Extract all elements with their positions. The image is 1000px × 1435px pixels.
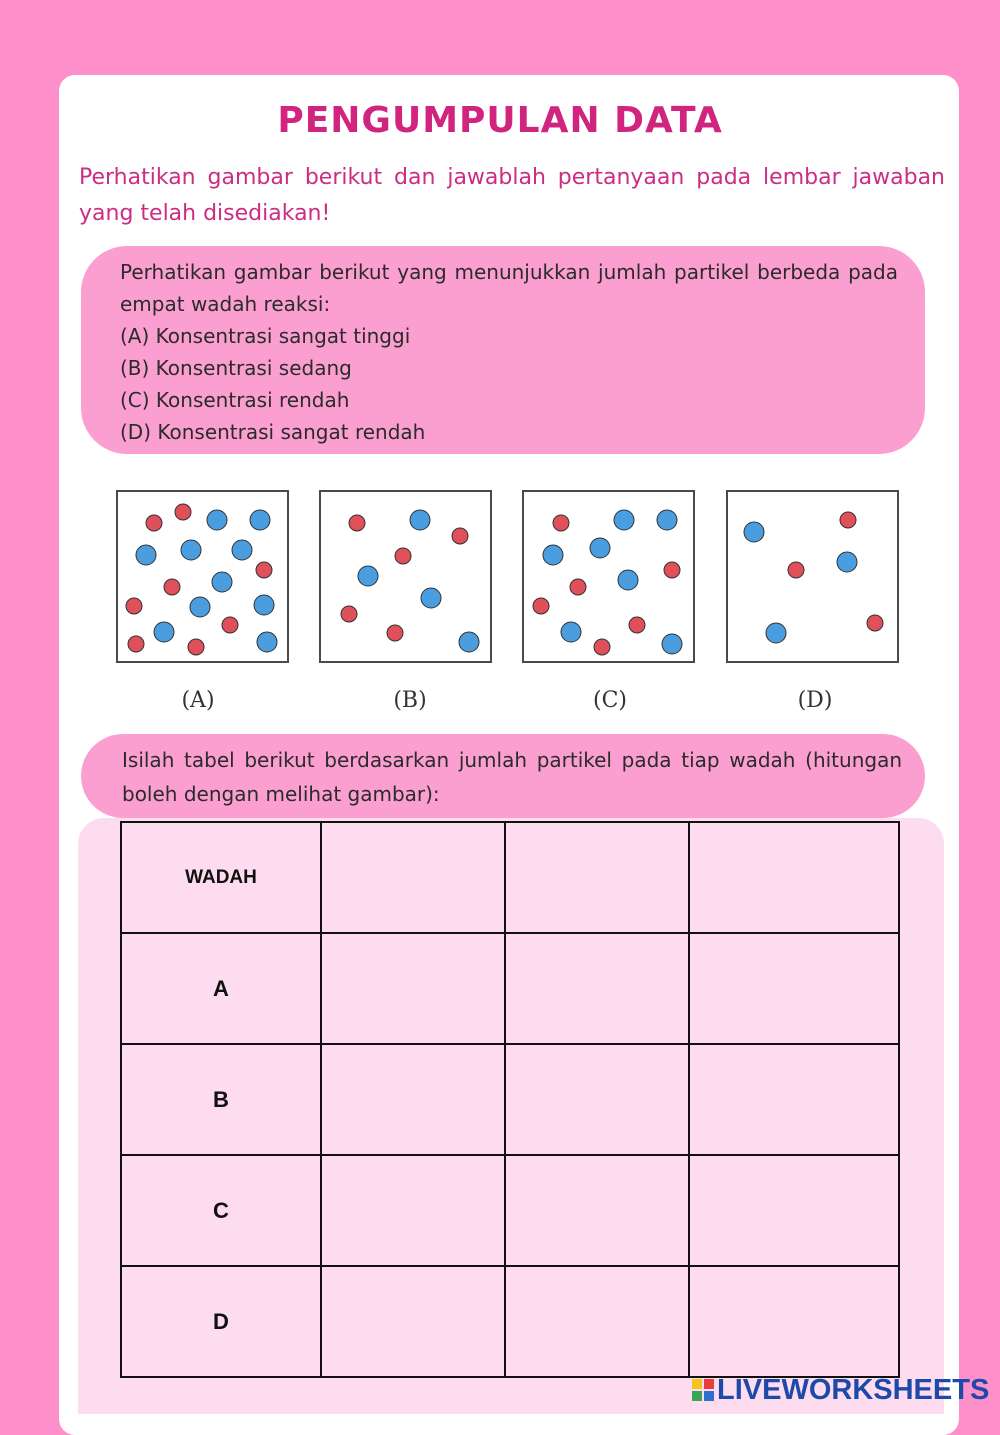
description-intro: Perhatikan gambar berikut yang menunjukkan jumlah partikel berbeda pada empat wadah reaksi:: [120, 260, 898, 316]
blue-particle: [421, 588, 441, 608]
blue-particle: [837, 552, 857, 572]
description-box: [81, 246, 925, 454]
red-particle: [349, 515, 365, 531]
row-label-d: D: [121, 1266, 321, 1377]
answer-cell[interactable]: [689, 1155, 899, 1266]
blue-particle: [590, 538, 610, 558]
table-instruction-box: [81, 734, 925, 818]
blue-particle: [618, 570, 638, 590]
red-particle: [452, 528, 468, 544]
answer-cell[interactable]: [505, 1044, 689, 1155]
option-b: (B) Konsentrasi sedang: [120, 356, 352, 380]
blue-particle: [181, 540, 201, 560]
red-particle: [553, 515, 569, 531]
blue-particle: [410, 510, 430, 530]
container-d-figure: [726, 490, 899, 663]
red-particle: [222, 617, 238, 633]
blue-particle: [254, 595, 274, 615]
red-particle: [788, 562, 804, 578]
option-d: (D) Konsentrasi sangat rendah: [120, 420, 426, 444]
table-row: [121, 933, 899, 1044]
figure-label-d: (D): [797, 688, 833, 713]
red-particle: [533, 598, 549, 614]
blue-particle: [614, 510, 634, 530]
answer-table: [120, 821, 900, 1378]
figure-label-a: (A): [181, 688, 215, 713]
answer-cell[interactable]: [505, 933, 689, 1044]
answer-cell[interactable]: [321, 1044, 505, 1155]
row-label-a: A: [121, 933, 321, 1044]
container-a-figure: [116, 490, 289, 663]
blue-particle: [207, 510, 227, 530]
red-particle: [146, 515, 162, 531]
answer-cell[interactable]: [689, 1266, 899, 1377]
blue-particle: [766, 623, 786, 643]
liveworksheets-logo-icon: [692, 1379, 714, 1401]
blue-particle: [154, 622, 174, 642]
red-particle: [126, 598, 142, 614]
particles-d: [728, 492, 901, 665]
particles-b: [321, 492, 494, 665]
particles-a: [118, 492, 291, 665]
red-particle: [840, 512, 856, 528]
option-a: (A) Konsentrasi sangat tinggi: [120, 324, 411, 348]
table-instruction-text: Isilah tabel berikut berdasarkan jumlah partikel pada tiap wadah (hitungan boleh dengan melihat gambar):: [122, 748, 902, 806]
red-particle: [395, 548, 411, 564]
table-row: [121, 1266, 899, 1377]
red-particle: [594, 639, 610, 655]
blue-particle: [232, 540, 252, 560]
header-cell-2[interactable]: [505, 822, 689, 933]
answer-cell[interactable]: [321, 1155, 505, 1266]
red-particle: [341, 606, 357, 622]
header-cell-3[interactable]: [689, 822, 899, 933]
blue-particle: [250, 510, 270, 530]
blue-particle: [561, 622, 581, 642]
red-particle: [664, 562, 680, 578]
figure-label-b: (B): [393, 688, 427, 713]
answer-cell[interactable]: [321, 933, 505, 1044]
blue-particle: [257, 632, 277, 652]
red-particle: [387, 625, 403, 641]
table-row: [121, 1155, 899, 1266]
blue-particle: [543, 545, 563, 565]
answer-cell[interactable]: [321, 1266, 505, 1377]
red-particle: [164, 579, 180, 595]
table-row: [121, 1044, 899, 1155]
header-cell-wadah: WADAH: [121, 822, 321, 933]
container-c-figure: [522, 490, 695, 663]
blue-particle: [358, 566, 378, 586]
blue-particle: [662, 634, 682, 654]
answer-cell[interactable]: [505, 1266, 689, 1377]
red-particle: [175, 504, 191, 520]
red-particle: [188, 639, 204, 655]
blue-particle: [212, 572, 232, 592]
figure-label-c: (C): [593, 688, 627, 713]
instruction-text: Perhatikan gambar berikut dan jawablah pertanyaan pada lembar jawaban yang telah disediakan!: [79, 165, 945, 226]
container-b-figure: [319, 490, 492, 663]
answer-cell[interactable]: [505, 1155, 689, 1266]
particles-c: [524, 492, 697, 665]
liveworksheets-watermark: [692, 1374, 989, 1408]
page-title: PENGUMPULAN DATA: [277, 100, 723, 141]
blue-particle: [190, 597, 210, 617]
option-c: (C) Konsentrasi rendah: [120, 388, 350, 412]
red-particle: [128, 636, 144, 652]
header-cell-1[interactable]: [321, 822, 505, 933]
row-label-b: B: [121, 1044, 321, 1155]
blue-particle: [136, 545, 156, 565]
blue-particle: [744, 522, 764, 542]
answer-cell[interactable]: [689, 933, 899, 1044]
row-label-c: C: [121, 1155, 321, 1266]
answer-cell[interactable]: [689, 1044, 899, 1155]
red-particle: [570, 579, 586, 595]
table-header-row: [121, 822, 899, 933]
blue-particle: [657, 510, 677, 530]
blue-particle: [459, 632, 479, 652]
watermark-text: LIVEWORKSHEETS: [717, 1374, 990, 1406]
red-particle: [867, 615, 883, 631]
red-particle: [256, 562, 272, 578]
red-particle: [629, 617, 645, 633]
